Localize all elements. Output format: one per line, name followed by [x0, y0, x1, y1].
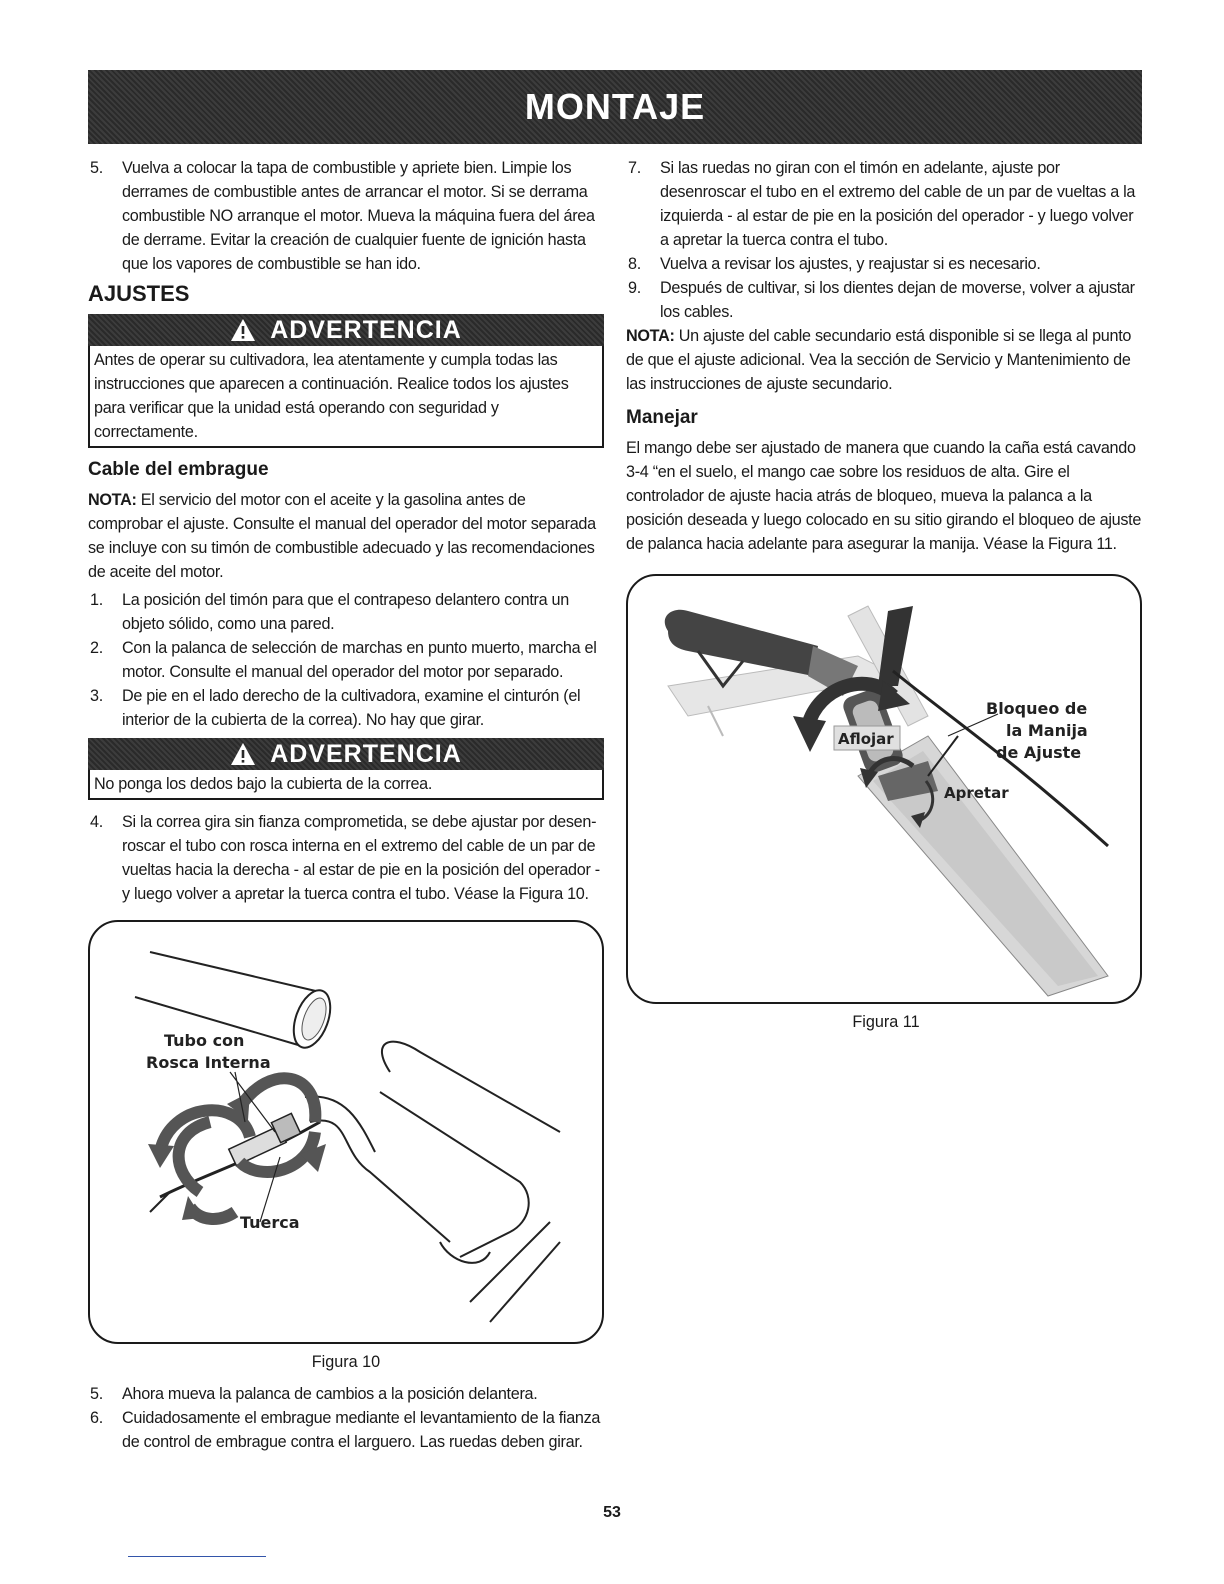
- warning-title: ADVERTENCIA: [270, 315, 462, 344]
- label-tighten: Apretar: [944, 784, 1009, 802]
- list-item: [626, 156, 1146, 252]
- warning-text: No ponga los dedos bajo la cubierta de la correa.: [94, 775, 433, 793]
- figure-10-caption: Figura 10: [311, 1353, 381, 1371]
- fuel-step-list: [88, 156, 604, 276]
- step-text: Vuelva a revisar los ajustes, y reajustar si es necesario.: [660, 255, 1041, 273]
- warning-text: Antes de operar su cultivadora, lea atentamente y cumpla todas las instrucciones que aparecen a continuación. Realice todos los ajustes para verificar que la unidad está operando con seguridad y correctamente.: [94, 351, 569, 441]
- note-text: Un ajuste del cable secundario está disponible si se llega al punto de que el ajuste adicional. Vea la sección de Servicio y Mantenimiento de las instrucciones de ajuste secundario.: [626, 327, 1132, 393]
- label-loosen: Aflojar: [838, 730, 894, 748]
- figure-11-caption: Figura 11: [852, 1013, 920, 1031]
- right-step-list: [626, 156, 1146, 324]
- subsection-title-clutch: Cable del embrague: [88, 459, 269, 480]
- page-title: MONTAJE: [524, 86, 706, 127]
- list-item: [88, 1382, 604, 1406]
- step-text: Si la correa gira sin fianza comprometida, se debe ajustar por desen-roscar el tubo con rosca interna en el extremo del cable de un par de vueltas hacia la derecha - al estar de pie en la posición del operador - y luego volver a apretar la tuerca contra el tubo. Véase la Figura 10.: [122, 813, 600, 903]
- list-item: [88, 636, 604, 684]
- step-number: 5.: [90, 159, 103, 177]
- warning-box: [88, 738, 604, 800]
- section-banner: [88, 70, 1142, 144]
- left-column: [88, 156, 604, 1454]
- right-column: [626, 156, 1146, 1034]
- step-text: Si las ruedas no giran con el timón en adelante, ajuste por desenroscar el tubo en el extremo del cable de un par de vueltas a la izquierda - al estar de pie en la posición del operador - y luego volver a apretar la tuerca contra el tubo.: [660, 159, 1136, 249]
- step-text: Después de cultivar, si los dientes dejan de moverse, volver a ajustar los cables.: [660, 279, 1135, 321]
- note-label: NOTA:: [88, 491, 137, 509]
- list-item: [626, 252, 1146, 276]
- step-number: 8.: [628, 255, 641, 273]
- handle-instructions: El mango debe ser ajustado de manera que cuando la caña está cavando 3-4 “en el suelo, el mango cae sobre los residuos de alta. Gire el controlador de ajuste hacia atrás de bloqueo, mueva la palanca a la posición deseada y luego colocado en su sitio girando el bloqueo de ajuste de palanca hacia adelante para asegurar la manija. Véase la Figura 11.: [626, 439, 1142, 553]
- list-item: [626, 276, 1146, 324]
- step-number: 7.: [628, 159, 641, 177]
- label-lock-3: de Ajuste: [996, 743, 1082, 762]
- warning-box: [88, 314, 604, 448]
- list-item: [88, 810, 604, 906]
- warning-triangle-icon: [230, 742, 256, 766]
- warning-header: [88, 738, 604, 770]
- step-number: 5.: [90, 1385, 103, 1403]
- figure-11-illustration: [626, 574, 1142, 1004]
- label-threaded: Rosca Interna: [146, 1053, 271, 1072]
- subsection-title-handle: Manejar: [626, 407, 698, 428]
- step-number: 1.: [90, 591, 103, 609]
- secondary-adjust-note: [626, 324, 1146, 396]
- cable-tube-illustration: [90, 922, 602, 1342]
- list-item: [88, 156, 604, 276]
- figure-10-illustration: [88, 920, 604, 1344]
- warning-header: [88, 314, 604, 346]
- step-number: 2.: [90, 639, 103, 657]
- warning-title: ADVERTENCIA: [270, 739, 462, 768]
- step-number: 6.: [90, 1409, 103, 1427]
- note-text: El servicio del motor con el aceite y la gasolina antes de comprobar el ajuste. Consulte el manual del operador del motor separada se incluye con su timón de combustible adecuado y las recomendaciones de aceite del motor.: [88, 491, 596, 581]
- step-text: Cuidadosamente el embrague mediante el levantamiento de la fianza de control de embrague contra el larguero. Las ruedas deben girar.: [122, 1409, 601, 1451]
- note-label: NOTA:: [626, 327, 675, 345]
- step-number: 9.: [628, 279, 641, 297]
- section-title-ajustes: AJUSTES: [88, 281, 190, 306]
- page-number: 53: [603, 1504, 621, 1521]
- final-step-list: [88, 1382, 604, 1454]
- step-number: 3.: [90, 687, 103, 705]
- label-tube: Tubo con: [164, 1031, 245, 1050]
- footer-rule: [128, 1556, 266, 1557]
- adjust-step-list: [88, 810, 604, 906]
- label-lock-1: Bloqueo de: [986, 699, 1088, 718]
- clutch-note: [88, 488, 604, 584]
- list-item: [88, 684, 604, 732]
- list-item: [88, 588, 604, 636]
- label-lock-2: la Manija: [1006, 721, 1088, 740]
- step-text: Vuelva a colocar la tapa de combustible y apriete bien. Limpie los derrames de combustible antes de arrancar el motor. Si se derrama combustible NO arranque el motor. Mueva la máquina fuera del área de derrame. Evitar la creación de cualquier fuente de ignición hasta que los vapores de combustible se han ido.: [122, 159, 595, 273]
- step-number: 4.: [90, 813, 103, 831]
- list-item: [88, 1406, 604, 1454]
- step-text: La posición del timón para que el contrapeso delantero contra un objeto sólido, como una pared.: [122, 591, 569, 633]
- step-text: Con la palanca de selección de marchas en punto muerto, marcha el motor. Consulte el manual del operador del motor por separado.: [122, 639, 597, 681]
- handle-lock-illustration: [628, 576, 1140, 1002]
- clutch-step-list: [88, 588, 604, 732]
- step-text: De pie en el lado derecho de la cultivadora, examine el cinturón (el interior de la cubierta de la correa). No hay que girar.: [122, 687, 581, 729]
- step-text: Ahora mueva la palanca de cambios a la posición delantera.: [122, 1385, 538, 1403]
- label-nut: Tuerca: [240, 1213, 300, 1232]
- warning-triangle-icon: [230, 318, 256, 342]
